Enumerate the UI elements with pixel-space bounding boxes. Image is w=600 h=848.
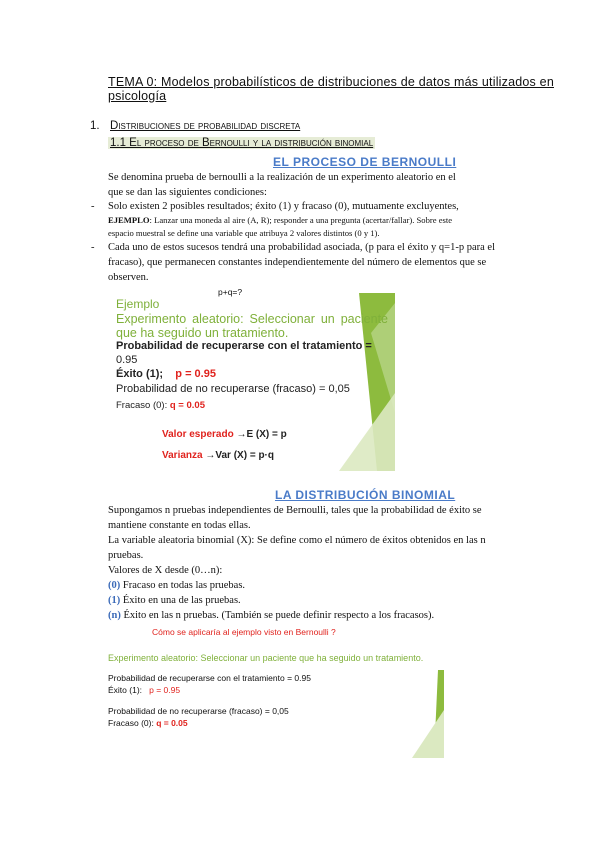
item-marker: (1)	[108, 595, 121, 606]
formula-pq: p+q=?	[218, 287, 243, 297]
slide-prob-success-2: 0.95	[116, 354, 138, 366]
binomial-p2-1: La variable aleatoria binomial (X): Se define como el número de éxitos obtenidos en las n	[108, 535, 486, 546]
binomial-p1-2: mantiene constante en todas ellas.	[108, 520, 251, 531]
bullet1-line1: Solo existen 2 posibles resultados; éxito (1) y fracaso (0), mutuamente excluyentes,	[108, 201, 459, 212]
bullet2-line2: fracaso), que permanecen constantes independientemente del número de elementos que se	[108, 257, 487, 268]
expected-formula: E (X) = p	[246, 429, 287, 440]
binomial-heading: LA DISTRIBUCIÓN BINOMIAL	[275, 488, 456, 502]
example-label: EJEMPLO	[108, 215, 150, 225]
slide-heading: Ejemplo	[116, 297, 160, 311]
slide-decoration-2	[404, 670, 444, 758]
bernoulli-intro-2: que se dan las siguientes condiciones:	[108, 187, 267, 198]
binomial-prob-success: Probabilidad de recuperarse con el tratamiento = 0.95	[108, 673, 311, 683]
binomial-p1-1: Supongamos n pruebas independientes de Bernoulli, tales que la probabilidad de éxito se	[108, 505, 482, 516]
slide-expected	[162, 429, 287, 440]
slide-exito	[116, 368, 216, 380]
slide-fracaso	[116, 400, 205, 411]
exito-value: p = 0.95	[149, 685, 181, 695]
green-facet	[412, 710, 444, 758]
example-text: : Lanzar una moneda al aire (A, R); responder a una pregunta (acertar/fallar). Sobre este	[149, 215, 453, 225]
fracaso-value: q = 0.05	[169, 400, 205, 411]
variance-label: Varianza	[162, 450, 203, 461]
binomial-fracaso	[108, 718, 188, 728]
arrow-icon: →	[205, 450, 216, 461]
bullet2-line1: Cada uno de estos sucesos tendrá una probabilidad asociada, (p para el éxito y q=1-p para el	[108, 242, 495, 253]
item-marker: (0)	[108, 580, 121, 591]
bullet2-line3: observen.	[108, 272, 149, 283]
item-text: Éxito en una de las pruebas.	[122, 595, 241, 606]
section-label: Distribuciones de probabilidad discreta	[110, 120, 301, 132]
bullet1-line3: espacio muestral se define una variable que atribuya 2 valores distintos (0 y 1).	[108, 228, 380, 238]
subsection-heading: 1.1 El proceso de Bernoulli y la distribución binomial	[110, 137, 374, 149]
item-marker: (n)	[108, 610, 121, 621]
fracaso-label: Fracaso (0):	[116, 400, 168, 411]
binomial-experiment: Experimento aleatorio: Seleccionar un paciente que ha seguido un tratamiento.	[108, 653, 424, 663]
list-item	[108, 608, 434, 623]
slide-variance	[162, 450, 274, 461]
slide-prob-fail: Probabilidad de no recuperarse (fracaso) = 0,05	[116, 383, 350, 395]
list-item	[108, 578, 245, 593]
arrow-icon: →	[236, 429, 247, 440]
bullet1-example	[108, 214, 452, 227]
bullet-dash: -	[91, 242, 95, 253]
section-number: 1.	[90, 120, 100, 132]
binomial-prob-fail: Probabilidad de no recuperarse (fracaso) = 0,05	[108, 706, 289, 716]
list-item	[108, 593, 241, 608]
bullet-dash: -	[91, 201, 95, 212]
binomial-exito	[108, 685, 180, 695]
slide-experiment: Experimento aleatorio: Seleccionar un paciente que ha seguido un tratamiento.	[116, 312, 388, 340]
bernoulli-heading: EL PROCESO DE BERNOULLI	[273, 155, 457, 169]
bernoulli-intro-1: Se denomina prueba de bernoulli a la realización de un experimento aleatorio en el	[108, 172, 456, 183]
fracaso-value: q = 0.05	[156, 718, 188, 728]
binomial-p2-2: pruebas.	[108, 550, 144, 561]
exito-label: Éxito (1):	[108, 685, 143, 695]
binomial-values: Valores de X desde (0…n):	[108, 565, 223, 576]
question-text: Cómo se aplicaría al ejemplo visto en Bernoulli ?	[152, 627, 336, 637]
expected-label: Valor esperado	[162, 429, 234, 440]
exito-value: p = 0.95	[175, 368, 216, 380]
section-heading	[90, 120, 300, 132]
fracaso-label: Fracaso (0):	[108, 718, 154, 728]
slide-prob-success-1: Probabilidad de recuperarse con el tratamiento =	[116, 340, 372, 352]
green-facet-lower	[339, 393, 395, 471]
item-text: Éxito en las n pruebas. (También se puede definir respecto a los fracasos).	[123, 610, 435, 621]
exito-label: Éxito (1);	[116, 368, 164, 380]
item-text: Fracaso en todas las pruebas.	[122, 580, 246, 591]
document-title: TEMA 0: Modelos probabilísticos de distribuciones de datos más utilizados en psicología	[108, 75, 554, 103]
variance-formula: Var (X) = p·q	[215, 450, 274, 461]
